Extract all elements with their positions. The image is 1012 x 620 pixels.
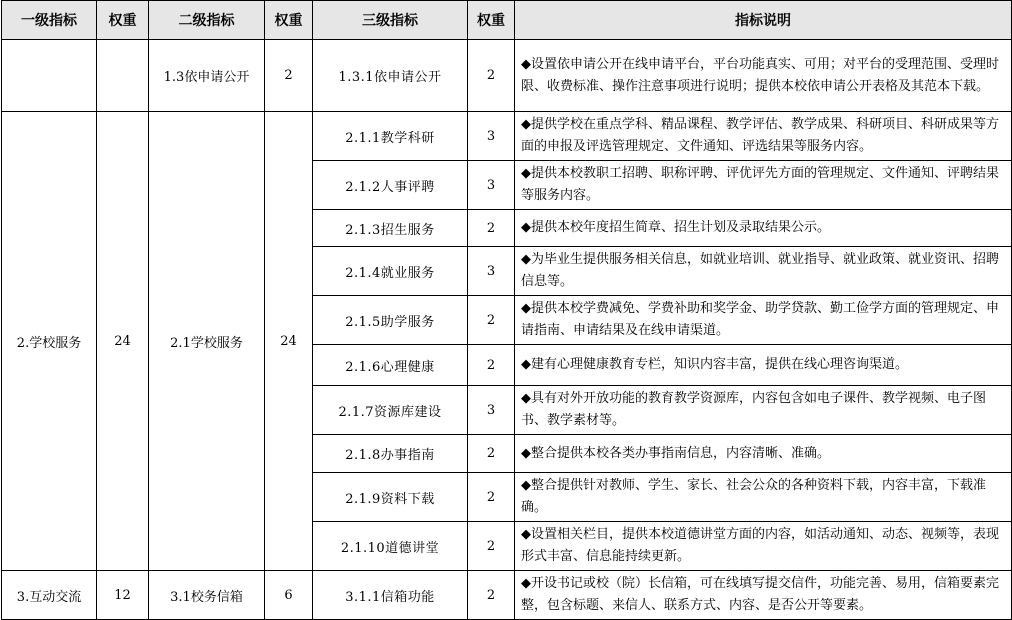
weight3-cell: 2 <box>468 40 515 112</box>
weight3-cell: 3 <box>468 112 515 161</box>
level3-cell: 2.1.7资源库建设 <box>313 386 468 435</box>
description-cell: ◆为毕业生提供服务相关信息，如就业培训、就业指导、就业政策、就业资讯、招聘信息等。 <box>515 247 1012 296</box>
header-description: 指标说明 <box>515 1 1012 40</box>
level3-cell: 2.1.9资料下载 <box>313 473 468 522</box>
level2-cell: 2.1学校服务 <box>149 112 265 571</box>
level3-cell: 2.1.1教学科研 <box>313 112 468 161</box>
description-cell: ◆建有心理健康教育专栏，知识内容丰富，提供在线心理咨询渠道。 <box>515 345 1012 386</box>
description-cell: ◆整合提供本校各类办事指南信息，内容清晰、准确。 <box>515 435 1012 473</box>
header-level3: 三级指标 <box>313 1 468 40</box>
weight3-cell: 2 <box>468 345 515 386</box>
weight3-cell: 2 <box>468 473 515 522</box>
weight3-cell: 2 <box>468 296 515 345</box>
description-cell: ◆提供本校学费减免、学费补助和奖学金、助学贷款、勤工俭学方面的管理规定、申请指南、申请结果及在线申请渠道。 <box>515 296 1012 345</box>
level3-cell: 2.1.2人事评聘 <box>313 161 468 210</box>
header-level2: 二级指标 <box>149 1 265 40</box>
level2-cell: 3.1校务信箱 <box>149 571 265 620</box>
indicator-table <box>1 0 1012 620</box>
header-weight2: 权重 <box>265 1 313 40</box>
description-cell: ◆具有对外开放功能的教育教学资源库，内容包含如电子课件、教学视频、电子图书、教学素材等。 <box>515 386 1012 435</box>
header-weight3: 权重 <box>468 1 515 40</box>
header-level1: 一级指标 <box>2 1 97 40</box>
description-cell: ◆设置依申请公开在线申请平台，平台功能真实、可用；对平台的受理范围、受理时限、收费标准、操作注意事项进行说明；提供本校依申请公开表格及其范本下载。 <box>515 40 1012 112</box>
weight3-cell: 2 <box>468 571 515 620</box>
weight1-cell-empty <box>97 40 149 112</box>
weight2-cell: 2 <box>265 40 313 112</box>
table-row <box>2 40 1012 112</box>
level3-cell: 2.1.10道德讲堂 <box>313 522 468 571</box>
weight2-cell: 24 <box>265 112 313 571</box>
weight2-cell: 6 <box>265 571 313 620</box>
level1-cell-empty <box>2 40 97 112</box>
weight1-cell: 12 <box>97 571 149 620</box>
description-cell: ◆提供本校年度招生简章、招生计划及录取结果公示。 <box>515 210 1012 247</box>
level3-cell: 2.1.4就业服务 <box>313 247 468 296</box>
description-cell: ◆提供学校在重点学科、精品课程、教学评估、教学成果、科研项目、科研成果等方面的申报及评选管理规定、文件通知、评选结果等服务内容。 <box>515 112 1012 161</box>
table-row <box>2 571 1012 620</box>
weight3-cell: 3 <box>468 161 515 210</box>
level3-cell: 2.1.6心理健康 <box>313 345 468 386</box>
description-cell: ◆整合提供针对教师、学生、家长、社会公众的各种资料下载，内容丰富，下载准确。 <box>515 473 1012 522</box>
level3-cell: 2.1.8办事指南 <box>313 435 468 473</box>
header-row <box>2 1 1012 40</box>
level2-cell: 1.3依申请公开 <box>149 40 265 112</box>
weight3-cell: 3 <box>468 386 515 435</box>
weight1-cell: 24 <box>97 112 149 571</box>
description-cell: ◆设置相关栏目，提供本校道德讲堂方面的内容，如活动通知、动态、视频等，表现形式丰富、信息能持续更新。 <box>515 522 1012 571</box>
weight3-cell: 3 <box>468 247 515 296</box>
level3-cell: 2.1.3招生服务 <box>313 210 468 247</box>
table-row <box>2 112 1012 161</box>
description-cell: ◆提供本校教职工招聘、职称评聘、评优评先方面的管理规定、文件通知、评聘结果等服务内容。 <box>515 161 1012 210</box>
description-cell: ◆开设书记或校（院）长信箱，可在线填写提交信件，功能完善、易用，信箱要素完整，包含标题、来信人、联系方式、内容、是否公开等要素。 <box>515 571 1012 620</box>
level3-cell: 1.3.1依申请公开 <box>313 40 468 112</box>
weight3-cell: 2 <box>468 435 515 473</box>
level1-cell: 3.互动交流 <box>2 571 97 620</box>
weight3-cell: 2 <box>468 210 515 247</box>
level3-cell: 3.1.1信箱功能 <box>313 571 468 620</box>
header-weight1: 权重 <box>97 1 149 40</box>
level3-cell: 2.1.5助学服务 <box>313 296 468 345</box>
level1-cell: 2.学校服务 <box>2 112 97 571</box>
weight3-cell: 2 <box>468 522 515 571</box>
